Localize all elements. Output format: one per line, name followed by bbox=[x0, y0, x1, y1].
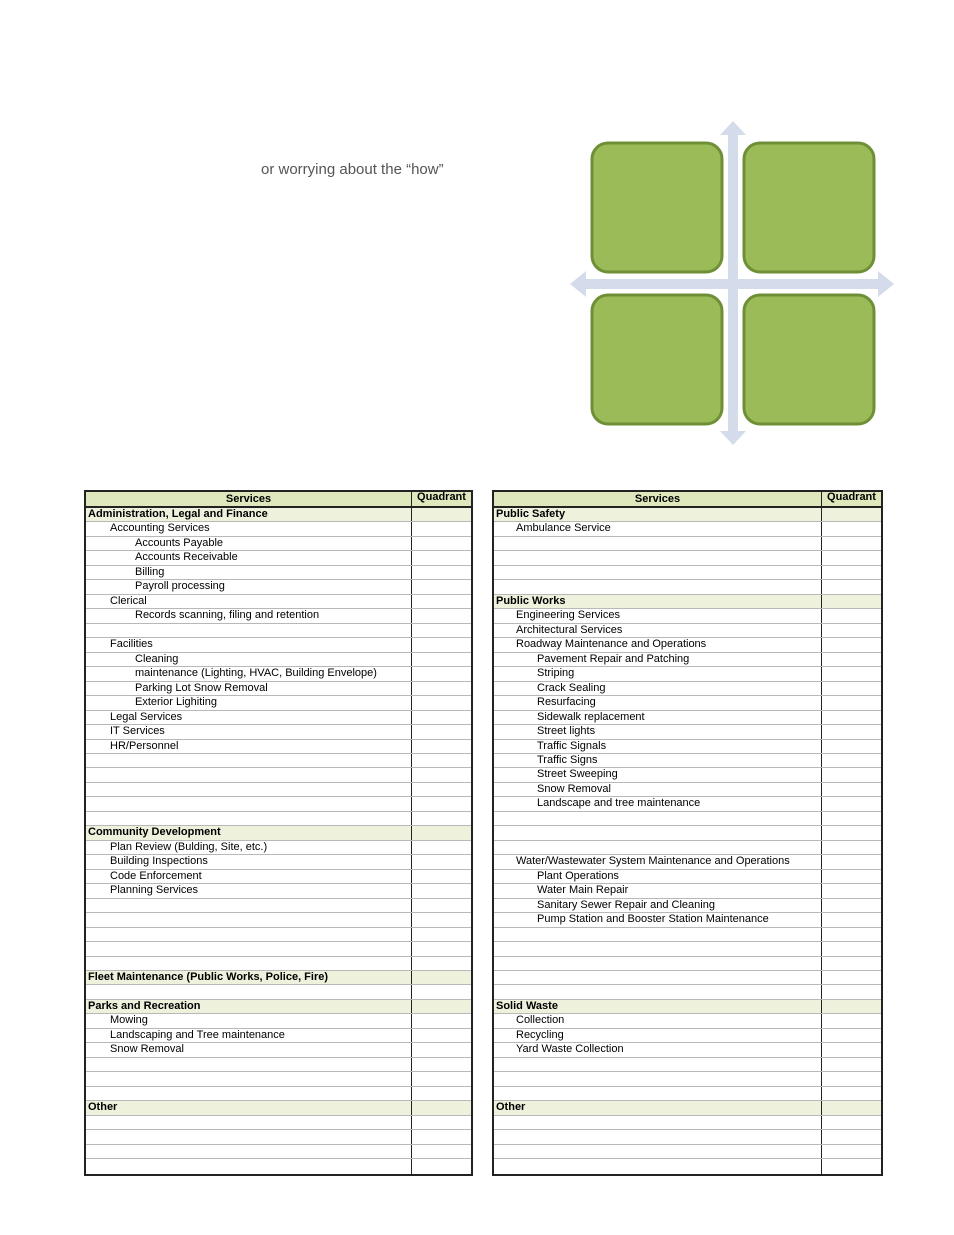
quadrant-header: Quadrant bbox=[417, 491, 466, 503]
quadrant-cell[interactable] bbox=[412, 667, 471, 680]
table-row bbox=[494, 696, 881, 710]
service-cell: Public Safety bbox=[494, 508, 822, 521]
service-cell: Street lights bbox=[494, 725, 822, 738]
quadrant-cell[interactable] bbox=[822, 957, 881, 970]
service-cell: Snow Removal bbox=[86, 1043, 412, 1056]
quadrant-cell[interactable] bbox=[822, 942, 881, 955]
table-row bbox=[494, 537, 881, 551]
service-cell bbox=[494, 1130, 822, 1143]
table-row bbox=[494, 971, 881, 985]
table-row bbox=[494, 754, 881, 768]
table-row bbox=[494, 1116, 881, 1130]
category-row bbox=[494, 1101, 881, 1115]
table-row bbox=[86, 740, 471, 754]
quadrant-cell[interactable] bbox=[412, 1101, 471, 1114]
service-cell: Street Sweeping bbox=[494, 768, 822, 781]
service-cell bbox=[86, 899, 412, 912]
service-cell: Sidewalk replacement bbox=[494, 711, 822, 724]
service-cell bbox=[494, 551, 822, 564]
service-cell: Clerical bbox=[86, 595, 412, 608]
quadrant-cell[interactable] bbox=[822, 595, 881, 608]
quadrant-cell[interactable] bbox=[412, 740, 471, 753]
service-cell: Collection bbox=[494, 1014, 822, 1027]
table-row bbox=[494, 1072, 881, 1086]
service-cell: Other bbox=[86, 1101, 412, 1114]
quadrant-cell[interactable] bbox=[822, 522, 881, 535]
category-row bbox=[86, 1000, 471, 1014]
service-cell bbox=[494, 1145, 822, 1158]
quadrant-cell[interactable] bbox=[822, 667, 881, 680]
table-row bbox=[86, 595, 471, 609]
quadrant-cell[interactable] bbox=[822, 855, 881, 868]
table-row bbox=[494, 826, 881, 840]
table-row bbox=[86, 913, 471, 927]
quadrant-cell[interactable] bbox=[412, 1130, 471, 1143]
service-cell: HR/Personnel bbox=[86, 740, 412, 753]
quadrant-diagram bbox=[568, 118, 898, 448]
table-row bbox=[494, 609, 881, 623]
service-cell: Building Inspections bbox=[86, 855, 412, 868]
quadrant-cell[interactable] bbox=[412, 768, 471, 781]
quadrant-cell[interactable] bbox=[412, 725, 471, 738]
service-cell bbox=[86, 768, 412, 781]
quadrant-cell[interactable] bbox=[412, 1087, 471, 1100]
quadrant-cell[interactable] bbox=[822, 812, 881, 825]
table-row bbox=[494, 870, 881, 884]
quadrant-cell[interactable] bbox=[412, 624, 471, 637]
service-cell bbox=[86, 783, 412, 796]
quadrant-cell[interactable] bbox=[412, 812, 471, 825]
service-cell: Pump Station and Booster Station Maintenance bbox=[494, 913, 822, 926]
quadrant-cell[interactable] bbox=[822, 1043, 881, 1056]
quadrant-cell[interactable] bbox=[412, 797, 471, 810]
table-row bbox=[494, 812, 881, 826]
quadrant-cell[interactable] bbox=[412, 566, 471, 579]
intro-text: or worrying about the “how” bbox=[261, 161, 444, 178]
service-cell: Ambulance Service bbox=[494, 522, 822, 535]
quadrant-cell[interactable] bbox=[822, 1087, 881, 1100]
service-cell: Landscaping and Tree maintenance bbox=[86, 1029, 412, 1042]
service-cell: Plan Review (Bulding, Site, etc.) bbox=[86, 841, 412, 854]
table-row bbox=[494, 624, 881, 638]
quadrant-cell[interactable] bbox=[412, 1116, 471, 1129]
service-cell bbox=[494, 566, 822, 579]
quadrant-cell[interactable] bbox=[412, 884, 471, 897]
table-row bbox=[494, 667, 881, 681]
service-cell bbox=[86, 942, 412, 955]
quadrant-cell[interactable] bbox=[822, 551, 881, 564]
table-row bbox=[494, 942, 881, 956]
service-cell bbox=[86, 754, 412, 767]
service-cell: Facilities bbox=[86, 638, 412, 651]
service-cell: Landscape and tree maintenance bbox=[494, 797, 822, 810]
service-cell bbox=[86, 797, 412, 810]
quadrant-cell[interactable] bbox=[822, 1116, 881, 1129]
service-cell bbox=[86, 1087, 412, 1100]
service-cell: Accounting Services bbox=[86, 522, 412, 535]
quadrant-cell[interactable] bbox=[822, 580, 881, 593]
category-row bbox=[494, 1000, 881, 1014]
service-cell bbox=[494, 841, 822, 854]
quadrant-cell[interactable] bbox=[412, 1014, 471, 1027]
services-table-right bbox=[492, 490, 883, 1176]
quadrant-cell[interactable] bbox=[822, 1130, 881, 1143]
service-cell: Fleet Maintenance (Public Works, Police, Fire) bbox=[86, 971, 412, 984]
table-row bbox=[494, 566, 881, 580]
table-row bbox=[86, 957, 471, 971]
table-row bbox=[86, 537, 471, 551]
service-cell: Parking Lot Snow Removal bbox=[86, 682, 412, 695]
service-cell: maintenance (Lighting, HVAC, Building Envelope) bbox=[86, 667, 412, 680]
quadrant-cell[interactable] bbox=[822, 797, 881, 810]
table-row bbox=[86, 725, 471, 739]
quadrant-cell[interactable] bbox=[822, 841, 881, 854]
quadrant-cell[interactable] bbox=[412, 754, 471, 767]
table-row bbox=[86, 870, 471, 884]
table-row bbox=[86, 884, 471, 898]
quadrant-cell[interactable] bbox=[822, 768, 881, 781]
table-row bbox=[494, 768, 881, 782]
quadrant-cell[interactable] bbox=[822, 609, 881, 622]
quadrant-box-top-left bbox=[592, 143, 722, 272]
quadrant-cell[interactable] bbox=[412, 1043, 471, 1056]
quadrant-cell[interactable] bbox=[822, 870, 881, 883]
quadrant-cell[interactable] bbox=[412, 1029, 471, 1042]
table-row bbox=[86, 768, 471, 782]
service-cell: Traffic Signals bbox=[494, 740, 822, 753]
table-row bbox=[86, 624, 471, 638]
service-cell: Water Main Repair bbox=[494, 884, 822, 897]
service-cell: Administration, Legal and Finance bbox=[86, 508, 412, 521]
quadrant-cell[interactable] bbox=[412, 638, 471, 651]
quadrant-cell[interactable] bbox=[822, 725, 881, 738]
service-cell: Engineering Services bbox=[494, 609, 822, 622]
service-cell: Crack Sealing bbox=[494, 682, 822, 695]
quadrant-cell[interactable] bbox=[822, 826, 881, 839]
category-row bbox=[86, 971, 471, 985]
table-row bbox=[494, 928, 881, 942]
service-cell: Architectural Services bbox=[494, 624, 822, 637]
quadrant-cell[interactable] bbox=[822, 508, 881, 521]
quadrant-cell[interactable] bbox=[822, 682, 881, 695]
service-cell bbox=[494, 928, 822, 941]
quadrant-cell[interactable] bbox=[412, 1072, 471, 1085]
service-cell: Traffic Signs bbox=[494, 754, 822, 767]
quadrant-cell[interactable] bbox=[412, 826, 471, 839]
quadrant-cell[interactable] bbox=[822, 971, 881, 984]
quadrant-box-bottom-left bbox=[592, 295, 722, 424]
table-row bbox=[86, 899, 471, 913]
category-row bbox=[494, 595, 881, 609]
service-cell: Solid Waste bbox=[494, 1000, 822, 1013]
quadrant-cell[interactable] bbox=[412, 682, 471, 695]
table-row bbox=[86, 551, 471, 565]
service-cell bbox=[494, 537, 822, 550]
table-header bbox=[494, 492, 881, 508]
quadrant-box-bottom-right bbox=[744, 295, 874, 424]
service-cell: Public Works bbox=[494, 595, 822, 608]
quadrant-cell[interactable] bbox=[412, 696, 471, 709]
quadrant-cell[interactable] bbox=[412, 841, 471, 854]
service-cell: Community Development bbox=[86, 826, 412, 839]
quadrant-cell[interactable] bbox=[412, 913, 471, 926]
service-cell: IT Services bbox=[86, 725, 412, 738]
quadrant-cell[interactable] bbox=[822, 985, 881, 998]
service-cell: Other bbox=[494, 1101, 822, 1114]
table-row bbox=[86, 797, 471, 811]
service-cell: Recycling bbox=[494, 1029, 822, 1042]
table-row bbox=[494, 985, 881, 999]
quadrant-cell[interactable] bbox=[412, 985, 471, 998]
service-cell bbox=[494, 580, 822, 593]
table-row bbox=[494, 725, 881, 739]
service-cell bbox=[494, 812, 822, 825]
table-row bbox=[86, 566, 471, 580]
service-cell: Code Enforcement bbox=[86, 870, 412, 883]
service-cell bbox=[86, 913, 412, 926]
table-row bbox=[494, 653, 881, 667]
quadrant-cell[interactable] bbox=[412, 1145, 471, 1158]
table-row bbox=[86, 522, 471, 536]
service-cell: Payroll processing bbox=[86, 580, 412, 593]
quadrant-cell[interactable] bbox=[822, 566, 881, 579]
service-cell bbox=[86, 812, 412, 825]
services-header: Services bbox=[494, 492, 822, 506]
table-row bbox=[494, 1043, 881, 1057]
table-row bbox=[86, 1058, 471, 1072]
service-cell bbox=[494, 942, 822, 955]
quadrant-cell[interactable] bbox=[412, 870, 471, 883]
service-cell: Water/Wastewater System Maintenance and Operations bbox=[494, 855, 822, 868]
service-cell bbox=[86, 1159, 412, 1173]
table-row bbox=[86, 1043, 471, 1057]
category-row bbox=[86, 826, 471, 840]
service-cell: Accounts Receivable bbox=[86, 551, 412, 564]
service-cell: Mowing bbox=[86, 1014, 412, 1027]
quadrant-cell[interactable] bbox=[822, 624, 881, 637]
service-cell bbox=[494, 1072, 822, 1085]
quadrant-cell[interactable] bbox=[822, 537, 881, 550]
table-row bbox=[86, 1014, 471, 1028]
service-cell bbox=[86, 928, 412, 941]
quadrant-cell[interactable] bbox=[412, 1000, 471, 1013]
table-row bbox=[494, 522, 881, 536]
quadrant-box-top-right bbox=[744, 143, 874, 272]
table-row bbox=[86, 855, 471, 869]
table-row bbox=[86, 1130, 471, 1144]
quadrant-cell[interactable] bbox=[822, 1101, 881, 1114]
table-row bbox=[494, 711, 881, 725]
table-row bbox=[494, 638, 881, 652]
service-cell: Billing bbox=[86, 566, 412, 579]
quadrant-cell[interactable] bbox=[412, 783, 471, 796]
service-cell bbox=[86, 985, 412, 998]
table-row bbox=[494, 1029, 881, 1043]
category-row bbox=[494, 508, 881, 522]
quadrant-cell[interactable] bbox=[412, 971, 471, 984]
service-cell: Records scanning, filing and retention bbox=[86, 609, 412, 622]
table-row bbox=[494, 899, 881, 913]
service-cell bbox=[86, 1072, 412, 1085]
service-cell: Sanitary Sewer Repair and Cleaning bbox=[494, 899, 822, 912]
table-row bbox=[86, 1159, 471, 1173]
quadrant-cell[interactable] bbox=[412, 928, 471, 941]
quadrant-cell[interactable] bbox=[412, 537, 471, 550]
table-row bbox=[494, 884, 881, 898]
service-cell: Planning Services bbox=[86, 884, 412, 897]
service-cell bbox=[86, 1145, 412, 1158]
table-row bbox=[494, 1014, 881, 1028]
table-row bbox=[86, 682, 471, 696]
quadrant-cell[interactable] bbox=[412, 1159, 471, 1173]
quadrant-header: Quadrant bbox=[827, 491, 876, 503]
quadrant-cell[interactable] bbox=[412, 609, 471, 622]
service-cell bbox=[86, 624, 412, 637]
table-row bbox=[86, 1116, 471, 1130]
table-row bbox=[86, 638, 471, 652]
quadrant-cell[interactable] bbox=[412, 957, 471, 970]
quadrant-cell[interactable] bbox=[822, 653, 881, 666]
table-row bbox=[86, 696, 471, 710]
table-row bbox=[494, 580, 881, 594]
table-row bbox=[494, 913, 881, 927]
service-cell bbox=[494, 1116, 822, 1129]
table-row bbox=[86, 653, 471, 667]
table-row bbox=[494, 957, 881, 971]
table-row bbox=[494, 551, 881, 565]
table-row bbox=[494, 1058, 881, 1072]
table-row bbox=[86, 812, 471, 826]
quadrant-cell[interactable] bbox=[822, 754, 881, 767]
service-cell: Exterior Lighiting bbox=[86, 696, 412, 709]
quadrant-cell[interactable] bbox=[822, 899, 881, 912]
quadrant-cell[interactable] bbox=[822, 1058, 881, 1071]
quadrant-cell[interactable] bbox=[412, 595, 471, 608]
quadrant-cell[interactable] bbox=[412, 508, 471, 521]
quadrant-cell[interactable] bbox=[822, 696, 881, 709]
table-row bbox=[86, 1087, 471, 1101]
table-row bbox=[86, 1029, 471, 1043]
quadrant-cell[interactable] bbox=[822, 1000, 881, 1013]
quadrant-cell[interactable] bbox=[412, 653, 471, 666]
table-row bbox=[86, 985, 471, 999]
service-cell: Roadway Maintenance and Operations bbox=[494, 638, 822, 651]
service-cell: Plant Operations bbox=[494, 870, 822, 883]
table-row bbox=[494, 1130, 881, 1144]
service-cell bbox=[494, 1058, 822, 1071]
quadrant-cell[interactable] bbox=[412, 551, 471, 564]
service-cell bbox=[86, 1130, 412, 1143]
table-row bbox=[86, 783, 471, 797]
quadrant-cell[interactable] bbox=[822, 740, 881, 753]
table-header bbox=[86, 492, 471, 508]
quadrant-cell[interactable] bbox=[412, 711, 471, 724]
quadrant-cell[interactable] bbox=[822, 638, 881, 651]
table-row bbox=[86, 841, 471, 855]
quadrant-cell[interactable] bbox=[822, 1029, 881, 1042]
quadrant-cell[interactable] bbox=[412, 580, 471, 593]
service-cell bbox=[494, 971, 822, 984]
services-header: Services bbox=[86, 492, 412, 506]
quadrant-cell[interactable] bbox=[822, 1014, 881, 1027]
category-row bbox=[86, 508, 471, 522]
quadrant-cell[interactable] bbox=[822, 1159, 881, 1173]
quadrant-cell[interactable] bbox=[822, 1145, 881, 1158]
quadrant-cell[interactable] bbox=[822, 783, 881, 796]
table-row bbox=[86, 711, 471, 725]
service-cell bbox=[494, 985, 822, 998]
quadrant-cell[interactable] bbox=[412, 942, 471, 955]
service-cell: Resurfacing bbox=[494, 696, 822, 709]
table-row bbox=[494, 740, 881, 754]
quadrant-cell[interactable] bbox=[822, 711, 881, 724]
table-row bbox=[86, 1072, 471, 1086]
table-row bbox=[494, 855, 881, 869]
service-cell bbox=[86, 1116, 412, 1129]
service-cell: Accounts Payable bbox=[86, 537, 412, 550]
table-row bbox=[494, 1145, 881, 1159]
service-cell bbox=[494, 1087, 822, 1100]
quadrant-cell[interactable] bbox=[822, 913, 881, 926]
quadrant-cell[interactable] bbox=[822, 928, 881, 941]
service-cell: Cleaning bbox=[86, 653, 412, 666]
service-cell: Snow Removal bbox=[494, 783, 822, 796]
quadrant-cell[interactable] bbox=[412, 1058, 471, 1071]
service-cell bbox=[494, 826, 822, 839]
quadrant-cell[interactable] bbox=[822, 884, 881, 897]
table-row bbox=[86, 942, 471, 956]
service-cell bbox=[86, 1058, 412, 1071]
quadrant-cell[interactable] bbox=[412, 899, 471, 912]
service-cell: Legal Services bbox=[86, 711, 412, 724]
table-row bbox=[86, 580, 471, 594]
category-row bbox=[86, 1101, 471, 1115]
table-row bbox=[86, 1145, 471, 1159]
service-cell: Parks and Recreation bbox=[86, 1000, 412, 1013]
service-cell bbox=[494, 957, 822, 970]
service-cell bbox=[494, 1159, 822, 1173]
quadrant-cell[interactable] bbox=[412, 855, 471, 868]
quadrant-cell[interactable] bbox=[822, 1072, 881, 1085]
table-row bbox=[494, 1087, 881, 1101]
quadrant-cell[interactable] bbox=[412, 522, 471, 535]
table-row bbox=[494, 841, 881, 855]
services-table-left bbox=[84, 490, 473, 1176]
service-cell bbox=[86, 957, 412, 970]
service-cell: Yard Waste Collection bbox=[494, 1043, 822, 1056]
table-row bbox=[494, 682, 881, 696]
table-row bbox=[86, 667, 471, 681]
table-row bbox=[494, 783, 881, 797]
table-row bbox=[494, 1159, 881, 1173]
table-row bbox=[86, 928, 471, 942]
service-cell: Pavement Repair and Patching bbox=[494, 653, 822, 666]
table-row bbox=[86, 609, 471, 623]
table-row bbox=[494, 797, 881, 811]
table-row bbox=[86, 754, 471, 768]
service-cell: Striping bbox=[494, 667, 822, 680]
